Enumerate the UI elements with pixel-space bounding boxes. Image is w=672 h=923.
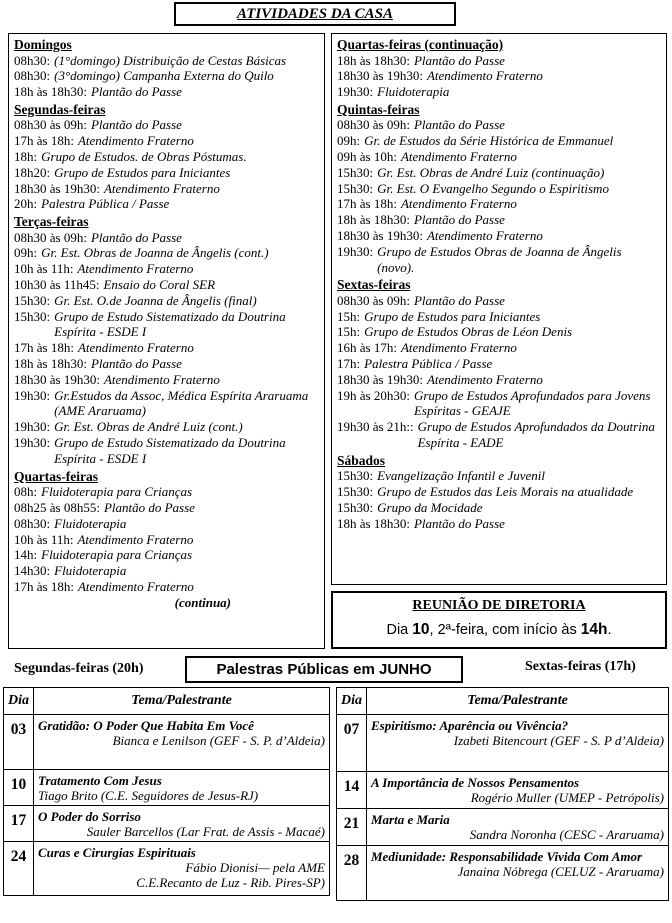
schedule-entry [14, 388, 319, 420]
entry-desc: Plantão do Passe [103, 499, 195, 515]
entry-time: 08h30 às 09h: [337, 117, 410, 133]
palestras-header: Palestras Públicas em JUNHO [185, 656, 463, 683]
schedule-entry [14, 372, 319, 388]
schedule-entry [14, 181, 319, 197]
schedule-entry [14, 419, 319, 435]
section-title: Quartas-feiras (continuação) [337, 37, 504, 52]
talk-cell [367, 772, 669, 809]
schedule-right-column [331, 33, 667, 585]
entry-desc: Plantão do Passe [413, 117, 505, 133]
talk-day: 14 [337, 772, 367, 809]
entry-time: 17h: [337, 356, 361, 372]
table-row [337, 846, 669, 901]
schedule-entry [337, 228, 661, 244]
entry-time: 09h: [14, 245, 38, 261]
entry-desc: Atendimento Fraterno [426, 371, 543, 387]
entry-time: 15h: [337, 308, 361, 324]
schedule-entry [337, 181, 661, 197]
schedule-entry [14, 84, 319, 100]
talk-day: 21 [337, 809, 367, 846]
entry-desc: Plantão do Passe [413, 212, 505, 228]
entry-time: 18h às 18h30: [337, 212, 410, 228]
entry-time: 19h30: [337, 243, 374, 259]
entry-time: 18h30 às 19h30: [337, 68, 423, 84]
schedule-entry [337, 68, 661, 84]
schedule-entry [337, 133, 661, 149]
schedule-entry [14, 484, 319, 500]
entry-time: 17h às 18h: [14, 133, 74, 149]
entry-desc: Atendimento Fraterno [426, 68, 543, 84]
schedule-entry [14, 149, 319, 165]
schedule-entry [14, 340, 319, 356]
schedule-entry [14, 293, 319, 309]
table-row [337, 809, 669, 846]
schedule-entry [14, 516, 319, 532]
schedule-entry [337, 388, 661, 420]
schedule-entry [337, 484, 661, 500]
entry-desc: Atendimento Fraterno [400, 196, 517, 212]
entry-time: 15h30: [337, 484, 374, 500]
entry-time: 08h25 às 08h55: [14, 499, 100, 515]
talk-cell [367, 846, 669, 901]
section-title: Segundas-feiras [14, 101, 106, 117]
entry-time: 20h: [14, 196, 38, 212]
schedule-entry [337, 149, 661, 165]
entry-desc: Grupo da Mocidade [377, 499, 483, 515]
section-title: Sábados [337, 452, 386, 468]
entry-time: 18h às 18h30: [14, 84, 87, 100]
schedule-entry [14, 165, 319, 181]
entry-time: 08h30 às 09h: [14, 117, 87, 133]
schedule-entry [14, 532, 319, 548]
entry-time: 15h30: [337, 499, 374, 515]
col-dia-header: Dia [337, 688, 367, 715]
table-row [337, 715, 669, 772]
schedule-entry [337, 356, 661, 372]
schedule-entry [14, 117, 319, 133]
schedule-entry [14, 196, 319, 212]
entry-time: 18h às 18h30: [337, 515, 410, 531]
entry-desc: Gr.Estudos da Assoc, Médica Espírita Araruama (AME Araruama) [54, 387, 309, 419]
table-row [337, 772, 669, 809]
col-dia-header: Dia [4, 688, 34, 715]
entry-time: 18h20: [14, 164, 51, 180]
entry-time: 16h às 17h: [337, 340, 397, 356]
reuniao-title: REUNIÃO DE DIRETORIA [412, 598, 586, 613]
talk-day: 17 [4, 806, 34, 842]
section-title: Terças-feiras [14, 214, 89, 230]
talk-speaker: Janaina Nóbrega (CELUZ - Araruama) [457, 864, 664, 879]
entry-desc: Atendimento Fraterno [400, 340, 517, 356]
schedule-entry [14, 53, 319, 69]
schedule-entry [14, 277, 319, 293]
entry-desc: Fluidoterapia [54, 563, 127, 579]
talk-cell [367, 715, 669, 772]
talk-cell [367, 809, 669, 846]
entry-time: 19h30: [14, 387, 51, 403]
schedule-entry [337, 516, 661, 532]
col-tema-header: Tema/Palestrante [367, 688, 669, 715]
entry-desc: Gr. de Estudos da Série Histórica de Emmanuel [364, 133, 614, 149]
entry-time: 10h às 11h: [14, 531, 74, 547]
page-title: ATIVIDADES DA CASA [174, 2, 456, 26]
schedule-entry [337, 53, 661, 69]
table-row [4, 770, 330, 806]
entry-desc: Atendimento Fraterno [77, 531, 194, 547]
schedule-entry [337, 419, 661, 451]
schedule-entry [14, 245, 319, 261]
entry-time: 15h30: [14, 292, 51, 308]
entry-desc: Atendimento Fraterno [77, 261, 194, 277]
schedule-entry [14, 356, 319, 372]
talk-cell [34, 806, 330, 842]
talk-cell [34, 715, 330, 770]
entry-desc: Plantão do Passe [413, 52, 505, 68]
entry-time: 18h: [14, 148, 38, 164]
talk-speaker: Sandra Noronha (CESC - Araruama) [469, 827, 664, 842]
entry-time: 19h30 às 21h:: [337, 419, 414, 435]
entry-desc: Atendimento Fraterno [77, 340, 194, 356]
section-title: Domingos [14, 37, 72, 52]
entry-desc: Grupo de Estudos Obras de Joanna de Ângelis (novo). [377, 243, 622, 275]
talk-day: 07 [337, 715, 367, 772]
schedule-entry [337, 309, 661, 325]
talk-title: Marta e Maria [371, 812, 450, 827]
entry-time: 17h às 18h: [14, 578, 74, 594]
palestras-table-right [336, 687, 669, 901]
palestras-table-left [3, 687, 330, 896]
entry-time: 18h30 às 19h30: [337, 227, 423, 243]
entry-desc: Palestra Pública / Passe [364, 356, 493, 372]
table-row [4, 842, 330, 896]
entry-time: 18h30 às 19h30: [14, 371, 100, 387]
schedule-entry [337, 165, 661, 181]
talk-speaker: Sauler Barcellos (Lar Frat. de Assis - Macaé) [86, 824, 325, 839]
col-tema-header: Tema/Palestrante [34, 688, 330, 715]
entry-time: 15h30: [337, 180, 374, 196]
entry-time: 15h30: [337, 164, 374, 180]
entry-time: 08h30 às 09h: [337, 292, 410, 308]
entry-time: 14h30: [14, 563, 51, 579]
talk-title: A Importância de Nossos Pensamentos [371, 775, 580, 790]
schedule-entry [337, 117, 661, 133]
entry-time: 19h às 20h30: [337, 387, 410, 403]
schedule-entry [14, 579, 319, 595]
entry-time: 17h às 18h: [337, 196, 397, 212]
entry-desc: Gr. Est. O Evangelho Segundo o Espiritismo [377, 180, 609, 196]
entry-desc: Fluidoterapia para Crianças [41, 547, 193, 563]
entry-desc: Fluidoterapia [377, 84, 450, 100]
schedule-entry [14, 68, 319, 84]
talk-speaker: Bianca e Lenilson (GEF - S. P. d’Aldeia) [112, 733, 325, 748]
section-title: Quartas-feiras [14, 468, 98, 484]
entry-desc: Gr. Est. Obras de Joanna de Ângelis (cont.) [41, 245, 269, 261]
entry-desc: Evangelização Infantil e Juvenil [377, 468, 545, 484]
entry-desc: Atendimento Fraterno [426, 227, 543, 243]
schedule-entry [14, 547, 319, 563]
entry-time: 08h30: [14, 52, 51, 68]
schedule-entry [337, 340, 661, 356]
entry-time: 08h30: [14, 68, 51, 84]
talk-speaker: Fábio Dionisi— pela AME [185, 860, 325, 875]
talk-title: Curas e Cirurgias Espirituais [38, 845, 196, 860]
schedule-entry [14, 435, 319, 467]
talk-cell [34, 842, 330, 896]
entry-time: 15h: [337, 324, 361, 340]
entry-time: 19h30: [14, 435, 51, 451]
entry-time: 18h30 às 19h30: [337, 371, 423, 387]
segundas-label: Segundas-feiras (20h) [14, 661, 144, 676]
entry-time: 15h30: [14, 308, 51, 324]
entry-time: 09h: [337, 133, 361, 149]
entry-desc: Atendimento Fraterno [77, 578, 194, 594]
talk-speaker: Tiago Brito (C.E. Seguidores de Jesus-RJ) [38, 788, 259, 803]
entry-desc: Palestra Pública / Passe [41, 196, 170, 212]
talk-title: O Poder do Sorriso [38, 809, 141, 824]
schedule-entry [337, 196, 661, 212]
schedule-entry [14, 133, 319, 149]
entry-desc: Ensaio do Coral SER [103, 277, 216, 293]
entry-time: 19h30: [337, 84, 374, 100]
entry-time: 15h30: [337, 468, 374, 484]
entry-time: 08h30: [14, 515, 51, 531]
talk-cell [34, 770, 330, 806]
reuniao-line: Dia 10, 2ª-feira, com início às 14h. [386, 621, 612, 638]
entry-desc: Plantão do Passe [413, 292, 505, 308]
entry-time: 09h às 10h: [337, 148, 397, 164]
schedule-entry [14, 309, 319, 341]
reuniao-box [331, 591, 667, 649]
entry-desc: Plantão do Passe [413, 515, 505, 531]
talk-day: 24 [4, 842, 34, 896]
entry-desc: Plantão do Passe [90, 84, 182, 100]
entry-desc: Atendimento Fraterno [103, 180, 220, 196]
talk-title: Mediunidade: Responsabilidade Vivida Com Amor [371, 849, 643, 864]
talk-day: 10 [4, 770, 34, 806]
entry-desc: Atendimento Fraterno [103, 371, 220, 387]
continua-note: (continua) [174, 594, 231, 610]
entry-desc: Atendimento Fraterno [77, 133, 194, 149]
entry-desc: Grupo de Estudos das Leis Morais na atualidade [377, 484, 634, 500]
entry-time: 18h às 18h30: [337, 52, 410, 68]
talk-title: Tratamento Com Jesus [38, 773, 162, 788]
entry-desc: Grupo de Estudos Obras de Léon Denis [364, 324, 573, 340]
section-title: Sextas-feiras [337, 277, 411, 293]
entry-time: 17h às 18h: [14, 340, 74, 356]
schedule-entry [14, 563, 319, 579]
entry-desc: (1°domingo) Distribuição de Cestas Básicas [54, 52, 287, 68]
schedule-entry [337, 84, 661, 100]
schedule-entry [337, 293, 661, 309]
section-title: Quintas-feiras [337, 101, 420, 117]
entry-desc: Grupo de Estudos Aprofundados para Jovens Espíritas - GEAJE [413, 387, 651, 419]
entry-desc: Plantão do Passe [90, 117, 182, 133]
entry-time: 10h às 11h: [14, 261, 74, 277]
entry-time: 08h: [14, 484, 38, 500]
schedule-entry [337, 500, 661, 516]
entry-desc: Grupo de Estudos para Iniciantes [364, 308, 541, 324]
schedule-entry [14, 230, 319, 246]
schedule-entry [14, 261, 319, 277]
entry-desc: Fluidoterapia [54, 515, 127, 531]
schedule-entry [337, 244, 661, 276]
schedule-entry [337, 468, 661, 484]
schedule-left-column [8, 33, 325, 649]
entry-desc: (3°domingo) Campanha Externa do Quilo [54, 68, 274, 84]
entry-desc: Grupo de Estudo Sistematizado da Doutrina Espírita - ESDE I [54, 308, 286, 340]
entry-desc: Plantão do Passe [90, 229, 182, 245]
talk-day: 28 [337, 846, 367, 901]
talk-speaker: Rogério Muller (UMEP - Petrópolis) [470, 790, 664, 805]
entry-time: 19h30: [14, 419, 51, 435]
entry-desc: Fluidoterapia para Crianças [41, 484, 193, 500]
talk-day: 03 [4, 715, 34, 770]
schedule-entry [337, 324, 661, 340]
entry-desc: Grupo de Estudos Aprofundados da Doutrina Espírita - EADE [417, 419, 655, 451]
entry-desc: Plantão do Passe [90, 356, 182, 372]
entry-desc: Grupo de Estudos. de Obras Póstumas. [41, 148, 247, 164]
schedule-entry [337, 212, 661, 228]
entry-time: 18h às 18h30: [14, 356, 87, 372]
sextas-label: Sextas-feiras (17h) [525, 659, 636, 674]
entry-desc: Atendimento Fraterno [400, 148, 517, 164]
table-row [4, 715, 330, 770]
entry-desc: Grupo de Estudos para Iniciantes [54, 164, 231, 180]
talk-title: Espiritismo: Aparência ou Vivência? [371, 718, 569, 733]
table-row [4, 806, 330, 842]
entry-desc: Gr. Est. Obras de André Luiz (cont.) [54, 419, 243, 435]
entry-desc: Gr. Est. O.de Joanna de Ângelis (final) [54, 292, 257, 308]
entry-time: 18h30 às 19h30: [14, 180, 100, 196]
talk-speaker-cont: C.E.Recanto de Luz - Rib. Pires-SP) [136, 875, 325, 890]
talk-title: Gratidão: O Poder Que Habita Em Você [38, 718, 254, 733]
entry-time: 08h30 às 09h: [14, 229, 87, 245]
schedule-entry [14, 500, 319, 516]
entry-time: 14h: [14, 547, 38, 563]
entry-time: 10h30 às 11h45: [14, 277, 100, 293]
entry-desc: Grupo de Estudo Sistematizado da Doutrina Espírita - ESDE I [54, 435, 286, 466]
talk-speaker: Izabeti Bitencourt (GEF - S. P d’Aldeia) [453, 733, 664, 748]
entry-desc: Gr. Est. Obras de André Luiz (continuação) [377, 164, 605, 180]
schedule-entry [337, 372, 661, 388]
